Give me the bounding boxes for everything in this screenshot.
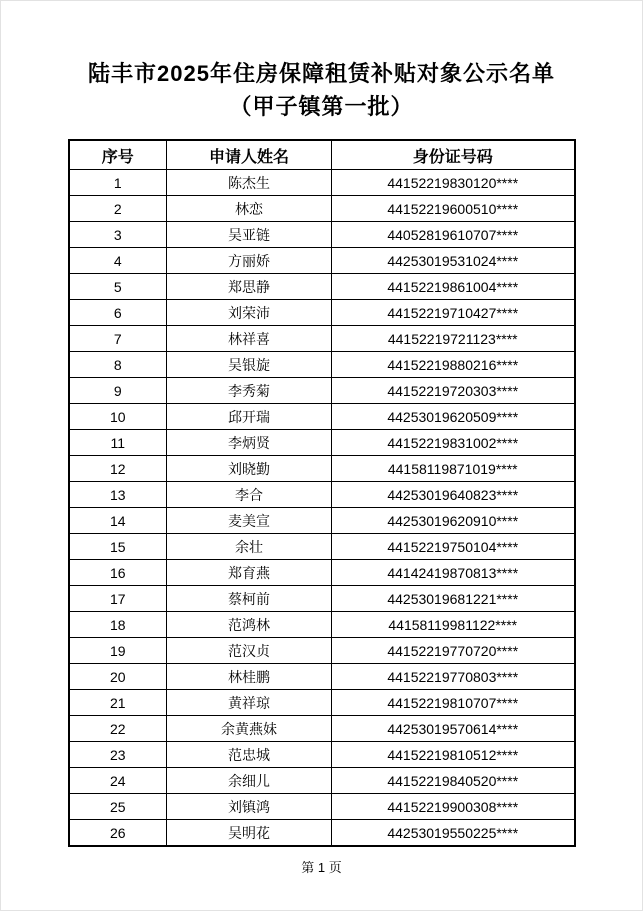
cell-seq: 6 (69, 300, 167, 326)
table-row (69, 820, 575, 847)
cell-seq: 20 (69, 664, 167, 690)
table-row (69, 534, 575, 560)
cell-id: 44152219900308**** (332, 794, 575, 820)
cell-seq: 13 (69, 482, 167, 508)
table-row (69, 716, 575, 742)
cell-id: 44253019640823**** (332, 482, 575, 508)
title-line-1: 陆丰市2025年住房保障租赁补贴对象公示名单 (88, 61, 555, 86)
cell-id: 44152219770720**** (332, 638, 575, 664)
cell-seq: 15 (69, 534, 167, 560)
column-header: 身份证号码 (332, 140, 575, 170)
table-row (69, 742, 575, 768)
cell-id: 44253019620509**** (332, 404, 575, 430)
page-footer: 第 1 页 (301, 860, 342, 875)
cell-id: 44253019681221**** (332, 586, 575, 612)
table-row (69, 430, 575, 456)
cell-seq: 4 (69, 248, 167, 274)
title-line-2: （甲子镇第一批） (229, 94, 414, 119)
cell-id: 44052819610707**** (332, 222, 575, 248)
table-row (69, 196, 575, 222)
cell-id: 44253019570614**** (332, 716, 575, 742)
cell-id: 44152219721123**** (332, 326, 575, 352)
cell-seq: 22 (69, 716, 167, 742)
table-row (69, 612, 575, 638)
cell-seq: 8 (69, 352, 167, 378)
cell-seq: 9 (69, 378, 167, 404)
cell-id: 44152219750104**** (332, 534, 575, 560)
table-row (69, 274, 575, 300)
cell-seq: 11 (69, 430, 167, 456)
cell-name: 麦美宣 (167, 508, 332, 534)
cell-id: 44158119981122**** (332, 612, 575, 638)
cell-seq: 25 (69, 794, 167, 820)
table-row (69, 170, 575, 196)
table-row (69, 664, 575, 690)
cell-id: 44152219810707**** (332, 690, 575, 716)
cell-id: 44152219600510**** (332, 196, 575, 222)
cell-id: 44152219831002**** (332, 430, 575, 456)
table-row (69, 768, 575, 794)
cell-id: 44253019531024**** (332, 248, 575, 274)
cell-seq: 12 (69, 456, 167, 482)
table-row (69, 508, 575, 534)
cell-id: 44152219830120**** (332, 170, 575, 196)
table-row (69, 248, 575, 274)
cell-seq: 7 (69, 326, 167, 352)
cell-seq: 14 (69, 508, 167, 534)
table-head (69, 140, 575, 170)
cell-id: 44142419870813**** (332, 560, 575, 586)
cell-name: 刘晓勤 (167, 456, 332, 482)
cell-seq: 21 (69, 690, 167, 716)
cell-name: 吴银旋 (167, 352, 332, 378)
cell-name: 李秀菊 (167, 378, 332, 404)
table-body (69, 170, 575, 847)
table-row (69, 222, 575, 248)
cell-name: 范鸿林 (167, 612, 332, 638)
cell-name: 邱开瑞 (167, 404, 332, 430)
cell-seq: 1 (69, 170, 167, 196)
column-header: 申请人姓名 (167, 140, 332, 170)
table-row (69, 326, 575, 352)
table-row (69, 404, 575, 430)
cell-seq: 5 (69, 274, 167, 300)
cell-id: 44152219710427**** (332, 300, 575, 326)
cell-name: 余黄燕妹 (167, 716, 332, 742)
cell-name: 刘荣沛 (167, 300, 332, 326)
roster-table (68, 139, 576, 847)
table-row (69, 482, 575, 508)
table-row (69, 586, 575, 612)
table-row (69, 638, 575, 664)
table-header-row (69, 140, 575, 170)
table-row (69, 352, 575, 378)
cell-seq: 16 (69, 560, 167, 586)
table-row (69, 378, 575, 404)
table-row (69, 794, 575, 820)
cell-name: 林恋 (167, 196, 332, 222)
cell-id: 44152219840520**** (332, 768, 575, 794)
cell-id: 44152219880216**** (332, 352, 575, 378)
cell-name: 黄祥琼 (167, 690, 332, 716)
cell-name: 陈杰生 (167, 170, 332, 196)
cell-name: 余壮 (167, 534, 332, 560)
cell-id: 44152219770803**** (332, 664, 575, 690)
cell-id: 44158119871019**** (332, 456, 575, 482)
cell-name: 吴明花 (167, 820, 332, 847)
table-row (69, 560, 575, 586)
cell-id: 44152219861004**** (332, 274, 575, 300)
cell-name: 吴亚链 (167, 222, 332, 248)
cell-name: 林祥喜 (167, 326, 332, 352)
cell-id: 44152219810512**** (332, 742, 575, 768)
cell-name: 林桂鹏 (167, 664, 332, 690)
cell-seq: 18 (69, 612, 167, 638)
cell-seq: 19 (69, 638, 167, 664)
cell-id: 44152219720303**** (332, 378, 575, 404)
cell-seq: 17 (69, 586, 167, 612)
cell-name: 郑思静 (167, 274, 332, 300)
cell-name: 方丽娇 (167, 248, 332, 274)
cell-seq: 24 (69, 768, 167, 794)
cell-seq: 26 (69, 820, 167, 847)
cell-name: 范汉贞 (167, 638, 332, 664)
cell-name: 李炳贤 (167, 430, 332, 456)
cell-name: 余细儿 (167, 768, 332, 794)
cell-name: 蔡柯前 (167, 586, 332, 612)
cell-seq: 10 (69, 404, 167, 430)
column-header: 序号 (69, 140, 167, 170)
cell-seq: 23 (69, 742, 167, 768)
page-title (1, 1, 642, 123)
cell-name: 刘镇鸿 (167, 794, 332, 820)
table-row (69, 456, 575, 482)
cell-seq: 2 (69, 196, 167, 222)
cell-name: 李合 (167, 482, 332, 508)
cell-seq: 3 (69, 222, 167, 248)
cell-id: 44253019550225**** (332, 820, 575, 847)
cell-id: 44253019620910**** (332, 508, 575, 534)
cell-name: 郑育燕 (167, 560, 332, 586)
cell-name: 范忠城 (167, 742, 332, 768)
table-row (69, 690, 575, 716)
table-row (69, 300, 575, 326)
